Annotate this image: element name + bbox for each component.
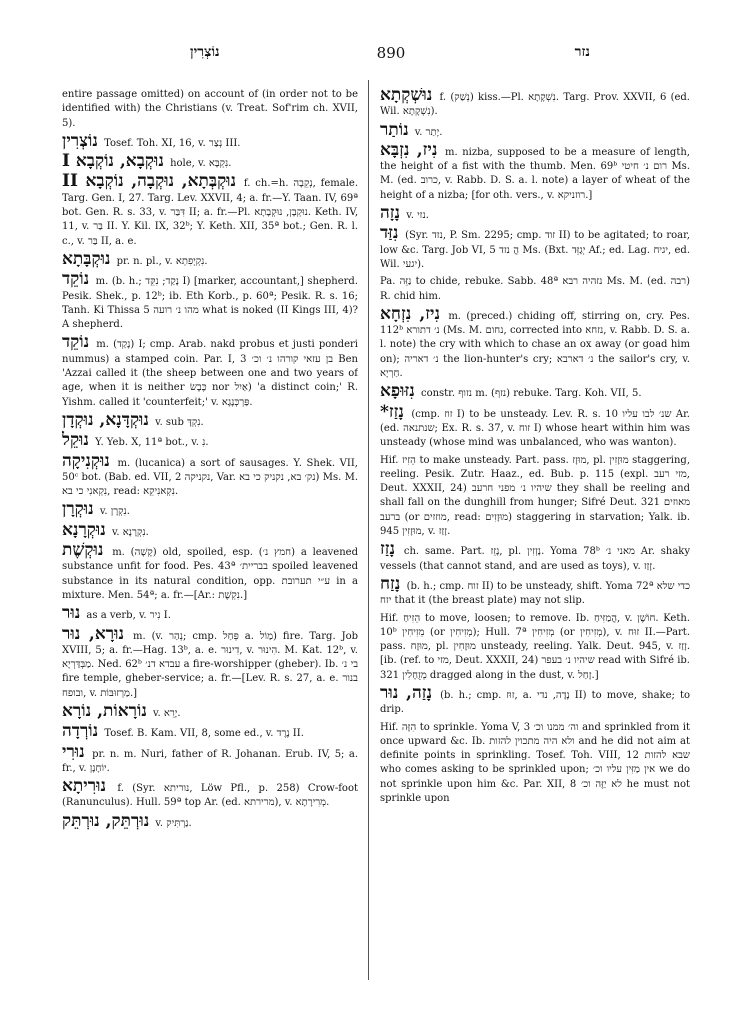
entry-headword: נָזַח (380, 573, 401, 594)
entry-body: (b. h.; cmp. זוּז, a. נָדָה, נדי II) to move, shake; to drip. (380, 689, 690, 716)
entry-body: v. נִקְרָן. (99, 506, 130, 518)
entry-headword: נִיז, נִזְבָּא (380, 139, 438, 160)
dictionary-entry (62, 776, 358, 811)
entry-headword: נוּקְרָן (62, 499, 94, 520)
entry-headword: נוּקֵל (62, 430, 89, 451)
entry-headword: נוּקְבָּתָא (62, 248, 111, 269)
entry-headword: נוּרִי (62, 741, 85, 762)
entry-headword: נוֹתַר (380, 119, 409, 140)
dictionary-entry (62, 540, 358, 603)
entry-headword: נוֹקֵד (62, 332, 90, 353)
entry-headword: נוּקְבָא, נוֹקְבָא I (62, 151, 164, 172)
dictionary-entry (62, 269, 358, 332)
dictionary-entry (380, 381, 690, 402)
dictionary-entry (380, 612, 690, 683)
left-column (62, 88, 358, 986)
entry-body: v. יָרֵא. (153, 707, 181, 719)
dictionary-entry (62, 171, 358, 248)
entry-body: Hif. הִזָּה to sprinkle. Yoma V, 3 וה׳ ממנו וכ׳ and sprinkled from it once upward &c. Ib. ולא היה מתכוין להזות and he did not aim at definite points in sprinkling. Tosef. Toh. VIII, 12 שבא להזות who comes asking to be sprinkled upon; אין מַזִּין עליו וכ׳ we do not sprinkle upon him &c. Par. XII, 8 לא יַזֶּה וכ׳ he must not sprinkle upon (380, 721, 690, 805)
entry-body: m. (קָשָׁה) old, spoiled, esp. (חמץ נ׳) a leavened substance unfit for food. Pes. 43ª בבריית׳ spoiled leavened substance in its natural condition, opp. ע״י תערובת in a mixture. Men. 54ª; a. fr.—[Ar.: נִקְשֶׁת.] (62, 547, 358, 601)
dictionary-entry (62, 332, 358, 409)
entry-headword: נוּרְתֵּק, נוּרְתֵּק (62, 810, 150, 831)
dictionary-entry (62, 450, 358, 500)
dictionary-entry (62, 499, 358, 520)
entry-body: (cmp. זוז I) to be unsteady. Lev. R. s. 10 שנ׳ לבו עליו Ar. (ed. שנתנאה; Ex. R. s. 37, v. זוח I) whose heart within him was unsteady (whose mind was unbalanced, who was wanton). (380, 408, 690, 449)
dictionary-entry (380, 682, 690, 718)
dictionary-entry (380, 88, 690, 120)
dictionary-entry (380, 275, 690, 304)
entry-body: m. (b. h.; נָקַד; נִקֵּד I) [marker, accountant,] shepherd. Pesik. Shek., p. 12ᵇ; ib. Eth Korb., p. 60ª; Pesik. R. s. 16; Tanh. Ki Thissa 5 מהו נ׳ רועה what is noked (II Kings III, 4)? A shepherd. (62, 276, 358, 331)
entry-headword: נוֹצְרִין (62, 130, 98, 151)
entry-headword: נוּקְשֶׁת (62, 540, 104, 561)
dictionary-entry (62, 519, 358, 540)
dictionary-entry (380, 401, 690, 451)
entry-body: f. (נְשַׁק) kiss.—Pl. נִשְׁקָתָא. Targ. Prov. XXVII, 6 (ed. Wil. נִשְׁקָתָא). (380, 92, 690, 118)
dictionary-entry (62, 248, 358, 269)
entry-body: Hif. הֵזִיחַ to move, loosen; to remove. Ib. הֲמַזִּיחַ, v. חוֹשֶׁן. Keth. 10ᵇ מֵזִיחִין (or מְזִיחִין); Hull. 7ª מְזִיחִין (or מְזִיחִין), v. זוּח II.—Part. pass. מוּזָח, pl. מוּזָחִין unsteady, reeling. Yalk. Deut. 945, v. זָזַז. [ib. (ref. to מזי, Deut. XXXII, 24) שיהיו נ׳ בעפר read with Sifré ib. 321 מְזֻחָלִין dragged along in the dust, v. זָחַל.] (380, 612, 690, 681)
dictionary-entry (62, 721, 358, 742)
dictionary-entry (62, 409, 358, 430)
entry-headword: נָזַז* (380, 401, 404, 422)
entry-headword: נוּרִיתָא (62, 776, 106, 797)
dictionary-entry (62, 700, 358, 721)
entry-body: m. nizba, supposed to be a measure of length, the height of a fist with the thumb. Men. 69ᵇ רום נ׳ חיטי Ms. M. (ed. כרוב, v. Rabb. D. S. a. l. note) a layer of wheat of the height of a nizba; [for oth. vers., v. רוזניקא.] (380, 146, 690, 201)
entry-body: v. sub נִקְדָּ. (155, 416, 204, 428)
page-number: 890 (376, 44, 406, 62)
dictionary-entry (380, 454, 690, 540)
entry-body: v. יָתַר. (414, 126, 443, 138)
entry-body: v. נִקְרָנָא. (111, 526, 149, 538)
entry-body: f. (Syr. נוריתא, Löw Pfl., p. 258) Crow-foot (Ranunculus). Hull. 59ª top Ar. (ed. מרירתא), v. מְרִירָתָא. (62, 783, 358, 809)
entry-headword: נוֹקֵד (62, 269, 90, 290)
entry-headword: נָזָה (380, 203, 401, 224)
running-head-right: נזר (574, 44, 590, 60)
dictionary-entry (62, 741, 358, 777)
entry-headword: נוֹרָאוֹת, נוֹרָא (62, 700, 147, 721)
entry-body: f. ch.=h. נְקֵבָה, female. Targ. Gen. I, 27. Targ. Lev. XXVII, 4; a. fr.—Y. Taan. IV, 69ª bot. Gen. R. s. 33, v. דִּבַּר II; a. fr.—Pl. נוּקְבָן, נוּקְבָתָא. Keth. IV, 11, v. בַּר II. Y. Kil. IX, 32ᵇ; Y. Keth. XII, 35ª bot.; Gen. R. l. c., v. בַּר II, a. e. (62, 178, 358, 247)
entry-headword: נוּרָא, נוּר (62, 623, 124, 644)
entry-body: m. (preced.) chiding off, stirring on, cry. Pes. 112ᵇ נ׳ דתורא (Ms. M. נחום, corrected into נזחא, v. Rabb. D. S. a. l. note) the cry with which to chase an ox away (or goad him on); נ׳ דאריה the lion-hunter's cry; נ׳ דארבא the sailor's cry, v. חַרְיָא. (380, 310, 690, 380)
entry-body: pr. n. m. Nuri, father of R. Johanan. Erub. IV, 5; a. fr., v. יוֹחָנָן. (62, 748, 358, 774)
entry-body: hole, v. נִקְבָּא. (170, 158, 232, 170)
entry-headword: נוּשְׁקְתָא (380, 88, 433, 105)
entry-headword: נִזּוּפָא (380, 381, 415, 402)
page-header (62, 44, 712, 70)
entry-headword: נִזַּד (380, 223, 399, 244)
entry-headword: נָזַה, נוּר (380, 682, 432, 703)
entry-headword: נִיז, נִזְחָא (380, 303, 440, 324)
entry-body: entire passage omitted) on account of (in order not to be identified with) the Christians (v. Treat. Sof'rim ch. XVII, 5). (62, 89, 358, 129)
dictionary-entry (62, 130, 358, 151)
entry-body: (Syr. נזד, P. Sm. 2295; cmp. זוד II) to be agitated; to roar, low &c. Targ. Job VI, 5 הֲ נזד Ms. (Bxt. יְגַזֵּד Af.; ed. Lag. יגיח, ed. Wil. יגעי). (380, 230, 690, 270)
dictionary-entry (62, 430, 358, 451)
entry-headword: נוּקְרָנָא (62, 519, 106, 540)
entry-body: Tosef. Toh. XI, 16, v. נְצַר III. (104, 137, 241, 149)
right-column (380, 88, 690, 988)
entry-headword: נוּקְדָּנָא, נוּקְדָן (62, 409, 149, 430)
dictionary-entry (62, 603, 358, 624)
dictionary-entry (380, 119, 690, 140)
entry-headword: נוֹרְדָה (62, 721, 99, 742)
dictionary-entry (380, 539, 690, 574)
entry-body: v. נַרְתִּיק. (155, 817, 192, 829)
column-divider (368, 80, 369, 980)
dictionary-entry (62, 88, 358, 131)
dictionary-entry (380, 203, 690, 224)
entry-body: pr. n. pl., v. נִקְיְפִתְא. (116, 255, 208, 267)
entry-headword: נָזַז (380, 539, 396, 560)
entry-body: m. (lucanica) a sort of sausages. Y. Shek. VII, 50ᶜ bot. (Bab. ed. VII, 2 נקניקה, Var. נק׳ בא, נקניק כי בא) Ms. M. נִקְאנִי כי בא, read: נִקְאנִיקֵא. (62, 457, 358, 498)
entry-headword: נוּר (62, 603, 81, 624)
entry-headword: נוּקְנִיקָה (62, 450, 110, 471)
dictionary-entry (380, 223, 690, 272)
entry-body: ch. same. Part. נָזֵז, pl. נָזְזִין. Yoma 78ᵇ מאני נ׳ Ar. shaky vessels (that cannot stand, and are used as toys), v. זָזַז. (380, 546, 690, 572)
dictionary-entry (62, 151, 358, 172)
dictionary-entry (380, 721, 690, 807)
entry-headword: נוּקְבְּתָא, נוּקְבָה, נוֹקְבָא II (62, 171, 237, 192)
entry-body: v. נזי. (406, 210, 429, 222)
dictionary-entry (62, 810, 358, 831)
entry-body: Hif. הֵזִיז to make unsteady. Part. pass. מוּזָז, pl. מוּזָזִין staggering, reeling. Pesik. Zutr. Haaz., ed. Bub. p. 115 (expl. מזי רעב, Deut. XXXII, 24) שיהיו נ׳ מפני חרעב they shall be reeling and shall fall on the dunghill from hunger; Sifré Deut. 321 מאוזים ברעב (or מוזזים, read: מוּזָזִים) staggering in starvation; Yalk. ib. 945 מוּזָזִין, v. זָזַז. (380, 454, 690, 538)
entry-body: constr. נזוף m. (נזף) rebuke. Targ. Koh. VII, 5. (420, 388, 642, 400)
entry-body: m. (v. נְהַר; cmp. פְּחַל a. מַוֹל) fire. Targ. Job XVIII, 5; a. fr.—Hag. 13ᵇ, a. e. דִינוּר, v. הִינוּר. M. Kat. 12ᵇ, v. מַבְּדַּרְיָא. Ned. 62ᵇ עבדא דנ׳ a fire-worshipper (gheber). Ib. בי נ׳ fire temple, gheber-service; a. fr.—[Lev. R. s. 27, a. e. בנור ובופח, v. מַרְזוּבּוֹת.] (62, 630, 358, 699)
dictionary-entry (380, 139, 690, 203)
entry-body: m. (נָקַד) I; cmp. Arab. nakd probus et justi ponderi nummus) a stamped coin. Par. I, 3 בן עזאי קורהו נ׳ וכ׳ Ben 'Azzai called it (the sheep between one and two years of age, when it is neither כֶּבֶשׂ nor אַיִל) 'a distinct coin;' R. Yishm. called it 'counterfeit;' v. פַּרְכְּנָגָא. (62, 339, 358, 408)
entry-body: Tosef. B. Kam. VII, 8, some ed., v. נֶרֶד II. (104, 728, 304, 740)
dictionary-entry (380, 303, 690, 381)
entry-body: as a verb, v. נִיר I. (86, 610, 171, 622)
dictionary-entry (380, 573, 690, 609)
entry-body: Pa. נַזֵּה to chide, rebuke. Sabb. 48ª נזהיה רבא Ms. M. (ed. רבה) R. chid him. (380, 276, 690, 302)
entry-body: (b. h.; cmp. זוח II) to be unsteady, shift. Yoma 72ª כדי שלא יזח that it (the breast plate) may not slip. (380, 580, 690, 607)
dictionary-entry (62, 623, 358, 701)
running-head-left: נוֹצְרִין (190, 44, 220, 60)
entry-body: Y. Yeb. X, 11ª bot., v. נִ. (95, 437, 209, 449)
